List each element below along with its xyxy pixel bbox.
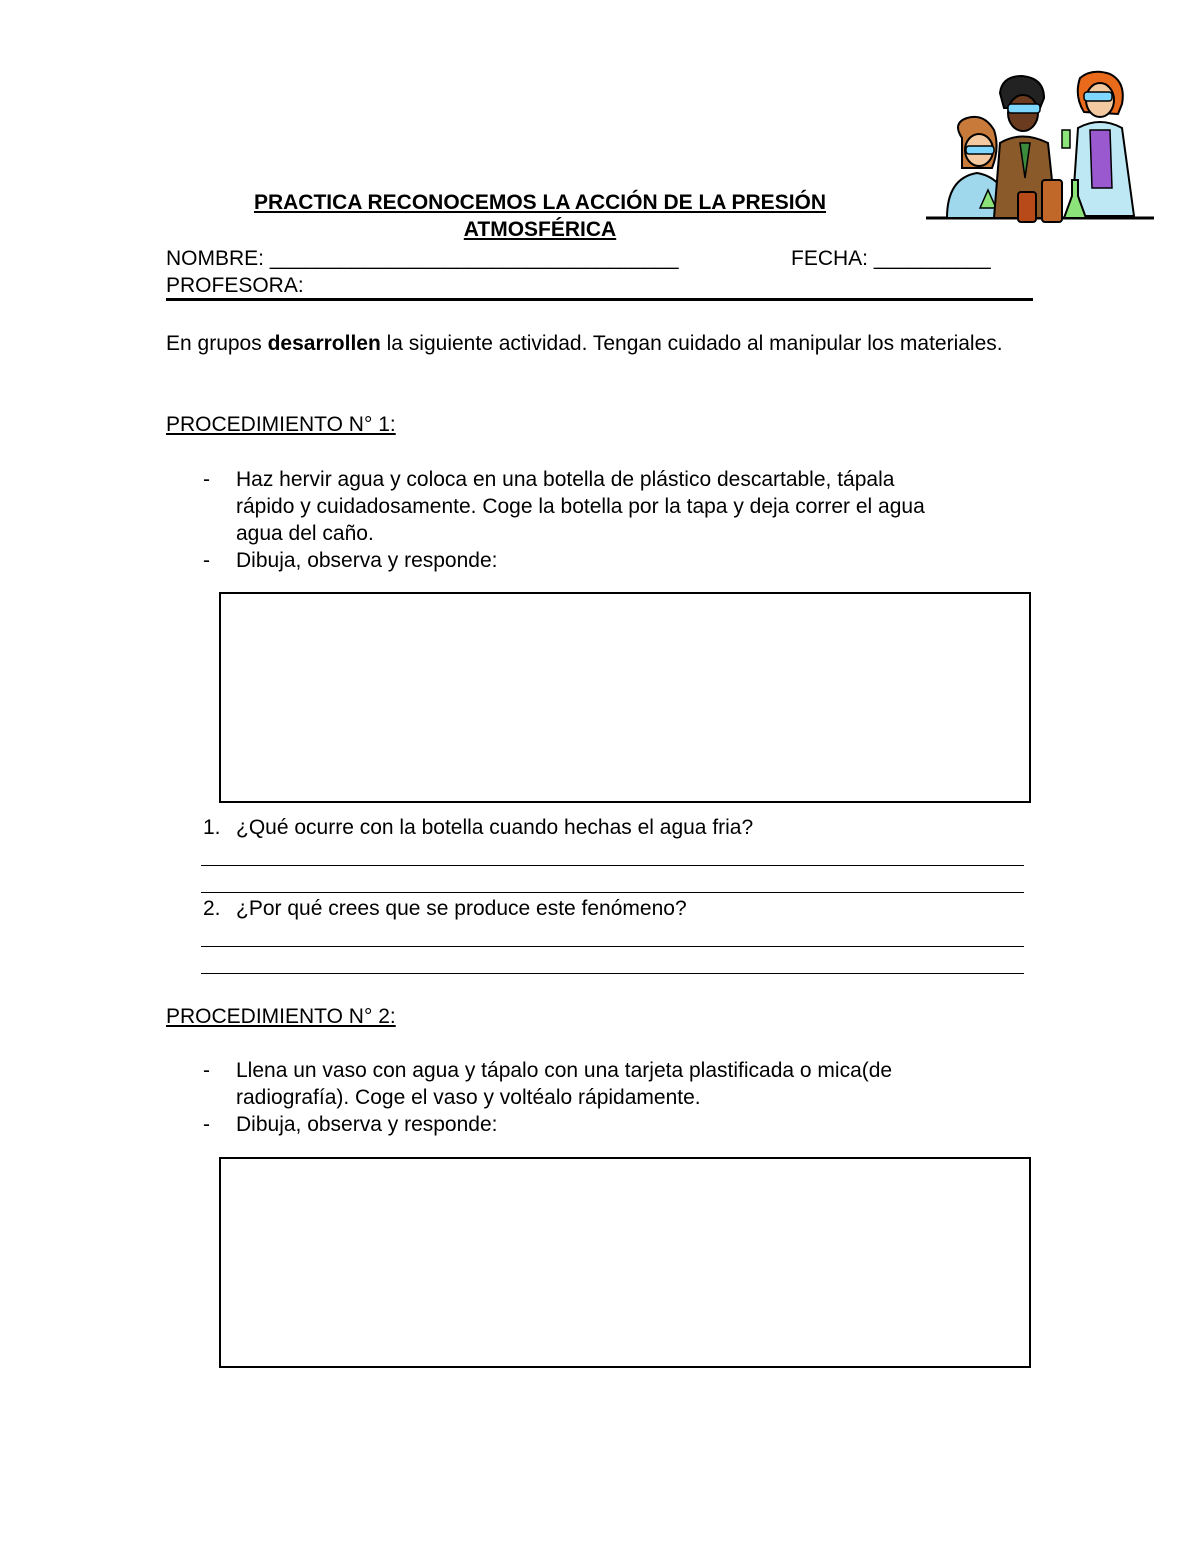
p1-step1-line3: agua del caño. (236, 522, 374, 545)
scientists-clipart-icon (922, 68, 1158, 238)
question-1-text: ¿Qué ocurre con la botella cuando hechas el agua fria? (236, 816, 754, 839)
nombre-field[interactable]: NOMBRE: ___________________________________ (166, 247, 679, 270)
header-divider (166, 298, 1033, 301)
procedimiento-1-heading: PROCEDIMIENTO N° 1: (166, 413, 396, 436)
p2-step1-line1: Llena un vaso con agua y tápalo con una tarjeta plastificada o mica(de (236, 1059, 893, 1082)
p2-step1-line2: radiografía). Coge el vaso y voltéalo rápidamente. (236, 1086, 701, 1109)
question-2-text: ¿Por qué crees que se produce este fenómeno? (236, 897, 687, 920)
p1-step1-line1: Haz hervir agua y coloca en una botella de plástico descartable, tápala (236, 468, 895, 491)
drawing-box-2[interactable] (219, 1157, 1031, 1368)
bullet-dash: - (203, 468, 210, 491)
worksheet-title-line2: ATMOSFÉRICA (463, 218, 617, 241)
bullet-dash: - (203, 1113, 210, 1136)
answer-line[interactable] (201, 891, 1024, 893)
worksheet-title-line1: PRACTICA RECONOCEMOS LA ACCIÓN DE LA PRESIÓN (253, 191, 827, 214)
p1-step1-line2: rápido y cuidadosamente. Coge la botella por la tapa y deja correr el agua (236, 495, 925, 518)
bullet-dash: - (203, 1059, 210, 1082)
answer-line[interactable] (201, 945, 1024, 947)
fecha-field[interactable]: FECHA: __________ (791, 247, 991, 270)
answer-line[interactable] (201, 972, 1024, 974)
p2-step2: Dibuja, observa y responde: (236, 1113, 498, 1136)
drawing-box-1[interactable] (219, 592, 1031, 803)
profesora-field: PROFESORA: (166, 274, 304, 297)
bullet-dash: - (203, 549, 210, 572)
intro-paragraph: En grupos desarrollen la siguiente actividad. Tengan cuidado al manipular los materiales. (166, 332, 1003, 355)
p1-step2: Dibuja, observa y responde: (236, 549, 498, 572)
procedimiento-2-heading: PROCEDIMIENTO N° 2: (166, 1005, 396, 1028)
answer-line[interactable] (201, 864, 1024, 866)
question-2-number: 2. (203, 897, 221, 920)
question-1-number: 1. (203, 816, 221, 839)
